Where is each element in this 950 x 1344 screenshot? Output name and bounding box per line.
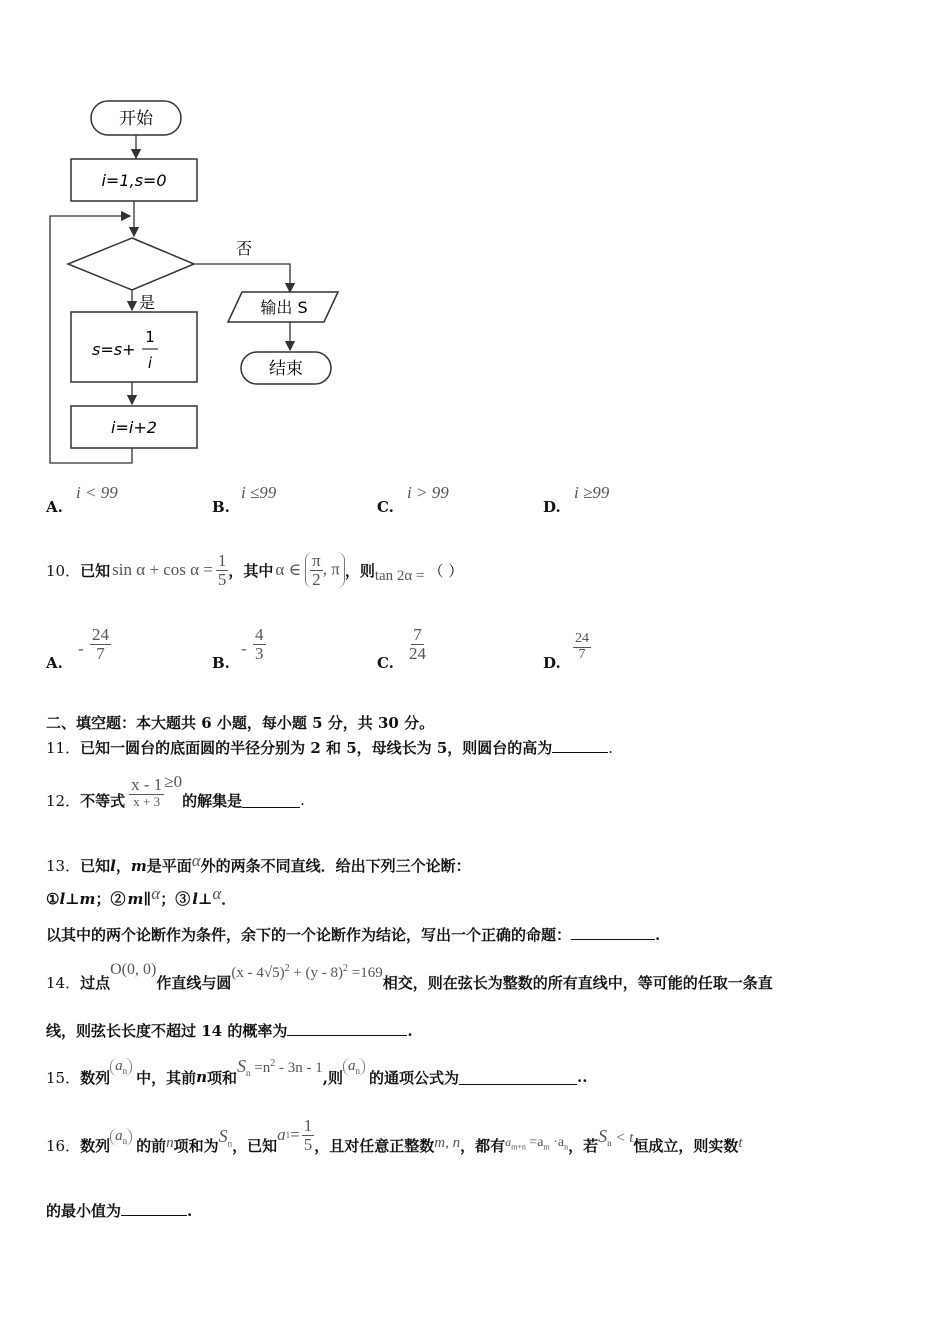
q10-option-b-frac — [253, 626, 266, 663]
q13-end: . — [655, 926, 661, 944]
q13-s2-m: m — [127, 890, 144, 908]
q13-answer-blank[interactable] — [571, 924, 655, 940]
q15-seq — [110, 1058, 132, 1076]
q10-alpha-in: α ∈ — [275, 560, 302, 579]
q16-mn: m, n — [434, 1134, 461, 1151]
q13-s1: l⊥m — [59, 890, 96, 908]
q16-a1-num: 1 — [303, 1115, 313, 1135]
q10-option-a-letter: A. — [46, 654, 63, 672]
q14-circle-a: (x - 4√5) — [231, 964, 285, 981]
q10-option-b-num: 4 — [255, 625, 264, 644]
q14-point: O(0, 0) — [110, 961, 157, 978]
q12-answer-blank[interactable] — [242, 792, 300, 808]
q14-a: 过点 — [80, 973, 111, 992]
q16-end: . — [187, 1202, 193, 1220]
flow-body-num: 1 — [145, 328, 155, 346]
q16-seq-a: a — [115, 1128, 123, 1144]
flow-no-label: 否 — [235, 239, 253, 258]
q12-rel: ≥0 — [164, 772, 183, 791]
q10-rhs-fraction — [216, 552, 229, 589]
q16-a1: a — [277, 1125, 286, 1144]
q10-pi-num: π — [312, 550, 321, 570]
q16-a1-frac — [302, 1117, 315, 1154]
q16-line2: 的最小值为 — [46, 1202, 122, 1220]
flow-body-den: i — [147, 354, 153, 372]
q10-option-d-num: 24 — [575, 631, 589, 646]
q16-b: 的前 — [136, 1136, 167, 1155]
q16-ineq-S: S — [598, 1126, 608, 1146]
q13-s2-alpha: α — [151, 884, 161, 903]
q15-seq-sub: n — [122, 1066, 128, 1076]
q16-number: 16． — [46, 1136, 81, 1155]
q10-option-d-den: 7 — [578, 646, 586, 662]
question-13-line-1 — [46, 851, 471, 876]
q9-option-c-letter: C. — [377, 498, 394, 516]
q13-s3-end: ． — [221, 890, 237, 908]
q15-d: ,则 — [322, 1068, 343, 1087]
q13-comma: ， — [115, 857, 131, 875]
q10-option-d-letter: D. — [543, 654, 561, 672]
q12-end: . — [300, 791, 305, 809]
question-13-line-2 — [46, 884, 237, 909]
q13-line3: 以其中的两个论断作为条件，余下的一个论断作为结论，写出一个正确的命题： — [46, 926, 572, 944]
flow-yes-label: 是 — [138, 293, 156, 312]
q16-g: ，若 — [568, 1136, 599, 1155]
flow-body-prefix: s=s+ — [92, 340, 136, 359]
q10-option-c-letter: C. — [377, 654, 394, 672]
q15-formula — [237, 1056, 323, 1078]
q13-s3-alpha: α — [212, 884, 222, 903]
q12-text: 的解集是 — [182, 791, 243, 810]
question-12 — [46, 768, 305, 816]
q13-sep1: ；② — [95, 890, 126, 908]
q14-end: . — [407, 1022, 413, 1040]
q11-number: 11． — [46, 739, 81, 757]
flow-init-label: i=1,s=0 — [101, 171, 167, 190]
flowchart-svg — [44, 96, 344, 470]
q14-circle-c: =169 — [348, 964, 383, 981]
q10-option-b-letter: B. — [212, 654, 230, 672]
q14-circle-b: + (y - 8) — [289, 964, 344, 981]
section-2-heading: 二、填空题：本大题共 6 小题，每小题 5 分，共 30 分。 — [46, 714, 435, 732]
q14-sq2: 2 — [343, 962, 349, 974]
q10-then: ，则 — [344, 561, 375, 580]
question-14-line-2 — [46, 1020, 413, 1041]
q10-option-a-num: 24 — [92, 625, 109, 644]
q10-number: 10． — [46, 561, 81, 580]
q16-h: 恒成立，则实数 — [633, 1136, 739, 1155]
q10-paren: （ ） — [428, 561, 464, 580]
q13-l: l — [110, 857, 116, 875]
q13-s1-mark: ① — [46, 890, 60, 908]
q11-text: 已知一圆台的底面圆的半径分别为 2 和 5，母线长为 5，则圆台的高为 — [80, 739, 553, 757]
q15-b: 中，其前 — [136, 1068, 197, 1087]
question-15 — [46, 1050, 587, 1088]
q10-option-d-frac — [573, 632, 591, 662]
q16-ineq-rel: < t — [611, 1130, 634, 1146]
q13-s3-rel: ⊥ — [197, 890, 213, 908]
q16-S-group — [219, 1126, 233, 1148]
question-13-line-3 — [46, 924, 660, 945]
q13-sep2: ；③ — [160, 890, 191, 908]
q15-c: 项和 — [207, 1068, 238, 1087]
q9-option-d-expr: i ≥99 — [574, 483, 610, 502]
q10-rhs-den: 5 — [217, 569, 227, 589]
q14-number: 14． — [46, 973, 81, 992]
q16-rel-eq: =a — [525, 1134, 544, 1150]
q15-end: .. — [577, 1068, 588, 1086]
q12-num: x - 1 — [131, 774, 163, 794]
q16-rel-a: a — [505, 1134, 512, 1149]
q16-answer-blank[interactable] — [121, 1200, 187, 1216]
q15-e: 的通项公式为 — [369, 1068, 460, 1087]
q13-line1-b: 是平面 — [146, 857, 192, 875]
q9-option-d-letter: D. — [543, 498, 561, 516]
q12-fraction — [129, 776, 164, 808]
q10-interval-tail: , π — [322, 558, 340, 578]
q12-lead: 不等式 — [80, 791, 126, 810]
q9-option-b-expr: i ≤99 — [241, 483, 277, 502]
q16-S: S — [218, 1125, 228, 1146]
q10-option-c-num: 7 — [413, 625, 422, 644]
q16-ineq — [598, 1126, 633, 1148]
q9-option-a-expr: i < 99 — [76, 483, 118, 502]
q16-rel-m-sub: m — [543, 1142, 550, 1152]
q15-a: 数列 — [80, 1068, 111, 1087]
q16-a1-eq: = — [290, 1125, 300, 1144]
q10-pi-fraction — [310, 552, 323, 589]
q10-option-b-sign: - — [241, 639, 247, 658]
q10-option-c-den: 24 — [409, 643, 426, 663]
flow-start-label: 开始 — [119, 109, 153, 129]
flowchart — [44, 96, 344, 470]
q12-number: 12． — [46, 791, 81, 810]
q11-answer-blank[interactable] — [552, 737, 608, 753]
q10-option-a-sign: - — [78, 639, 84, 658]
question-16-line-2 — [46, 1200, 192, 1221]
q15-n: n — [196, 1068, 208, 1086]
q16-rel-dot: ·a — [549, 1134, 565, 1150]
q16-a1-group — [277, 1117, 314, 1154]
q16-a: 数列 — [80, 1136, 111, 1155]
q14-answer-blank[interactable] — [287, 1020, 407, 1036]
q11-end: . — [608, 739, 614, 757]
question-14-line-1 — [46, 958, 773, 994]
q16-f: ，都有 — [460, 1136, 506, 1155]
q15-seq-2 — [343, 1058, 365, 1076]
q10-lead: 已知 — [80, 561, 111, 580]
flow-decision-node — [68, 238, 194, 290]
flow-end-label: 结束 — [269, 359, 303, 379]
q14-b: 作直线与圆 — [156, 973, 232, 992]
q16-S-sub: n — [227, 1138, 233, 1149]
q15-formula-a: =n — [250, 1060, 271, 1076]
q14-circle — [231, 963, 382, 982]
flow-output-label: 输出 S — [260, 298, 308, 317]
q9-option-a-letter: A. — [46, 498, 63, 516]
q10-rhs-num: 1 — [217, 550, 227, 570]
q15-seq-a: a — [115, 1058, 123, 1074]
q14-c: 相交，则在弦长为整数的所有直线中，等可能的任取一条直 — [382, 973, 773, 992]
q16-seq — [110, 1128, 132, 1146]
q13-line1-a: 已知 — [80, 857, 111, 875]
q13-line1-c: 外的两条不同直线．给出下列三个论断： — [200, 857, 471, 875]
q10-interval — [305, 552, 345, 589]
q12-den: x + 3 — [133, 793, 161, 809]
q13-s2-rel: ∥ — [143, 890, 152, 908]
q9-option-b-letter: B. — [212, 498, 230, 516]
q16-rel-n-sub: n — [564, 1142, 569, 1152]
q13-m: m — [130, 857, 147, 875]
flow-increment-label: i=i+2 — [111, 418, 157, 437]
q14-sq1: 2 — [284, 962, 290, 974]
q16-rel-a-sub: m+n — [511, 1142, 526, 1152]
q13-alpha: α — [191, 851, 201, 870]
q16-n: n — [166, 1134, 174, 1151]
q10-pi-den: 2 — [312, 569, 321, 589]
question-16-line-1 — [46, 1110, 743, 1160]
question-11 — [46, 737, 613, 758]
q10-option-b-den: 3 — [255, 643, 264, 663]
question-10 — [46, 548, 463, 592]
q15-number: 15． — [46, 1068, 81, 1087]
q10-option-a-frac — [90, 626, 111, 663]
q16-a1-den: 5 — [303, 1134, 313, 1154]
q15-answer-blank[interactable] — [459, 1069, 577, 1085]
q15-formula-b: - 3n - 1 — [275, 1060, 323, 1076]
q16-e: ，且对任意正整数 — [314, 1136, 435, 1155]
q16-t: t — [738, 1134, 743, 1151]
q15-S-sub: n — [246, 1068, 251, 1078]
q13-s3-l: l — [192, 890, 198, 908]
q15-S: S — [237, 1056, 247, 1076]
q10-option-c-frac — [407, 626, 428, 663]
q10-mid: ，其中 — [228, 561, 274, 580]
q16-c: 项和为 — [173, 1136, 219, 1155]
q15-formula-sq: 2 — [270, 1058, 276, 1069]
q16-relation — [505, 1135, 568, 1151]
q10-option-a-den: 7 — [96, 643, 105, 663]
q15-seq-sub-2: n — [355, 1066, 360, 1076]
q16-d: ，已知 — [232, 1136, 278, 1155]
q13-number: 13． — [46, 857, 81, 875]
q14-line2: 线，则弦长长度不超过 14 的概率为 — [46, 1022, 288, 1040]
q10-target: tan 2α = — [374, 567, 425, 584]
q15-seq-a-2: a — [348, 1058, 356, 1074]
q9-option-c-expr: i > 99 — [407, 483, 449, 502]
q10-lhs: sin α + cos α = — [112, 560, 213, 579]
q16-ineq-sub: n — [607, 1138, 612, 1148]
q16-a1-sub: 1 — [285, 1130, 291, 1140]
q16-seq-sub: n — [122, 1136, 128, 1146]
